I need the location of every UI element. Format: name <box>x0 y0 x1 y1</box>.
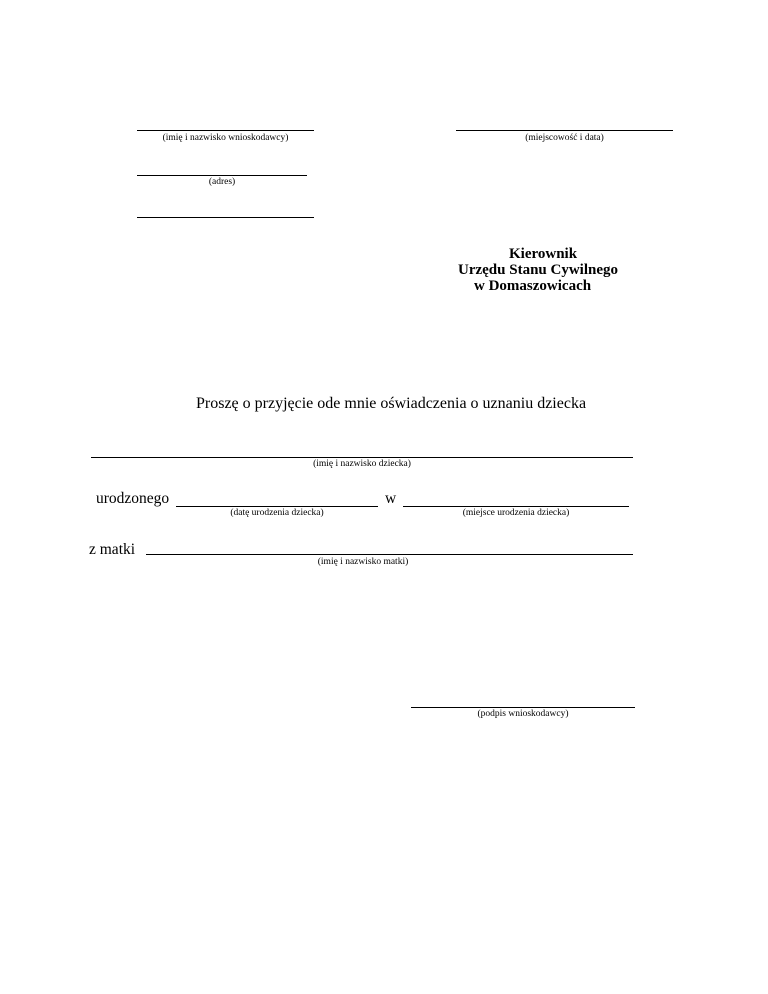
in-label: w <box>385 490 397 507</box>
address-caption: (adres) <box>208 177 236 187</box>
addressee-title: Kierownik <box>509 246 578 262</box>
signature-caption: (podpis wnioskodawcy) <box>477 709 569 719</box>
place-date-caption: (miejscowość i data) <box>525 133 604 143</box>
request-text: Proszę o przyjęcie ode mnie oświadczenia o uznaniu dziecka <box>196 395 587 412</box>
birth-date-line[interactable] <box>176 506 378 507</box>
child-name-caption: (imię i nazwisko dziecka) <box>313 459 411 469</box>
birth-place-line[interactable] <box>403 506 629 507</box>
applicant-name-line[interactable] <box>137 130 314 131</box>
birth-date-caption: (datę urodzenia dziecka) <box>230 508 324 518</box>
address-line-1[interactable] <box>137 175 307 176</box>
applicant-name-caption: (imię i nazwisko wnioskodawcy) <box>162 133 289 143</box>
addressee-location: w Domaszowicach <box>474 278 592 294</box>
address-line-2[interactable] <box>137 217 314 218</box>
place-date-line[interactable] <box>456 130 673 131</box>
mother-label: z matki <box>89 541 136 558</box>
child-name-line[interactable] <box>91 457 633 458</box>
birth-place-caption: (miejsce urodzenia dziecka) <box>462 508 570 518</box>
mother-name-line[interactable] <box>146 554 633 555</box>
addressee-office: Urzędu Stanu Cywilnego <box>458 262 619 278</box>
mother-name-caption: (imię i nazwisko matki) <box>317 557 409 567</box>
signature-line[interactable] <box>411 707 635 708</box>
addressee-block <box>448 246 648 294</box>
born-label: urodzonego <box>96 490 170 507</box>
